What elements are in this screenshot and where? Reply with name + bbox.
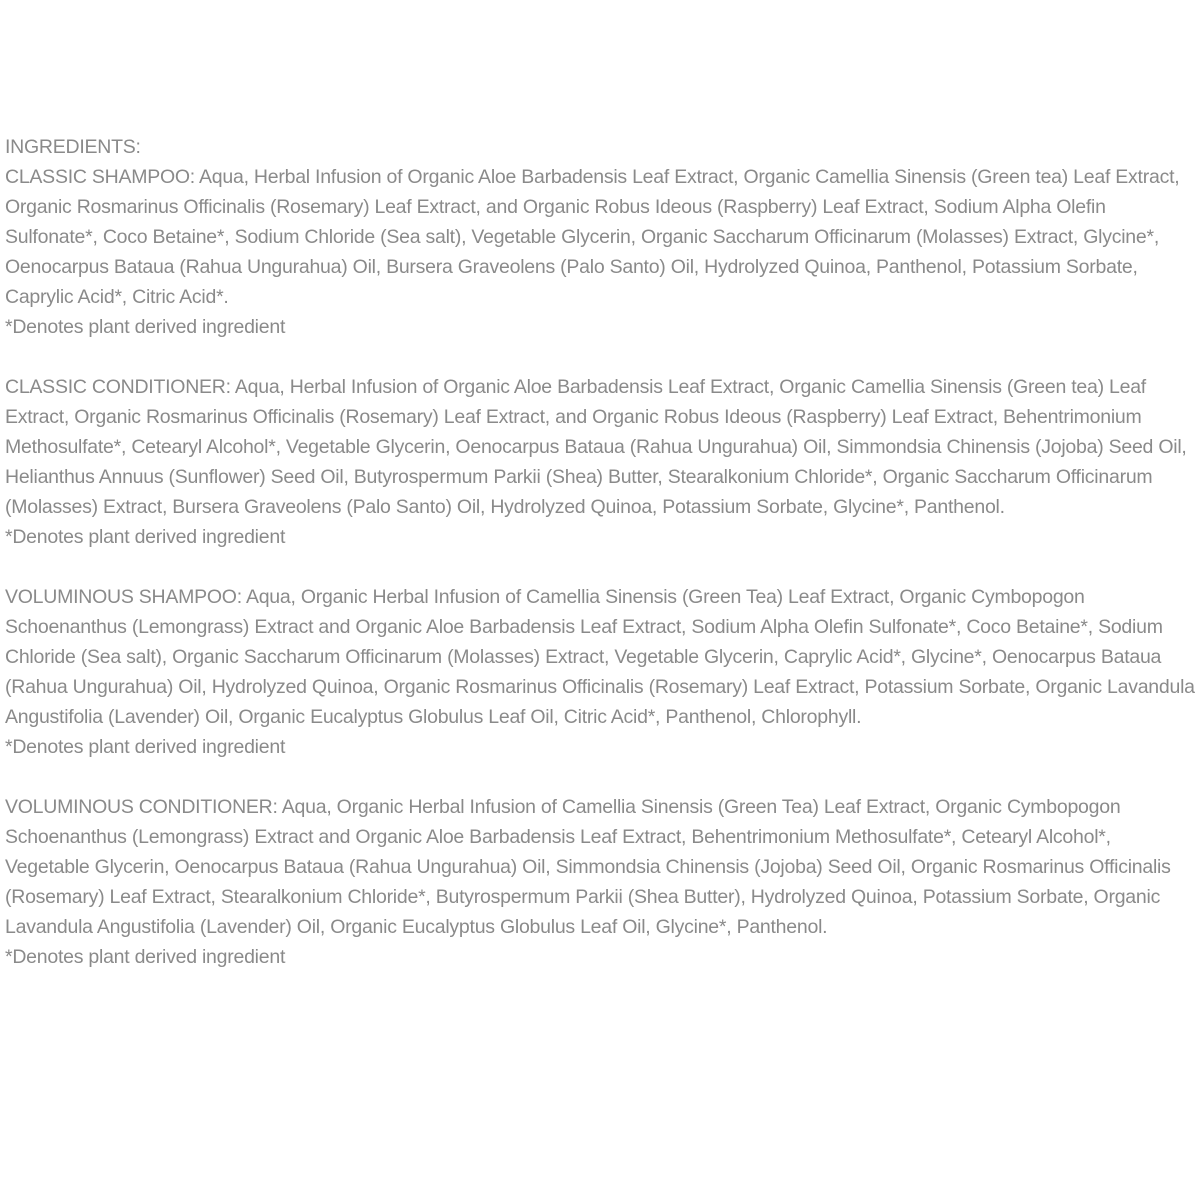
classic-shampoo-ingredients: CLASSIC SHAMPOO: Aqua, Herbal Infusion of Organic Aloe Barbadensis Leaf Extract, Organic Camellia Sinensis (Green tea) Leaf Extract, Organic Rosmarinus Officinalis (Rosemary) Leaf Extract, and Organic Robus Ideous (Raspberry) Leaf Extract, Sodium Alpha Olefin Sulfonate*, Coco Betaine*, Sodium Chloride (Sea salt), Vegetable Glycerin, Organic Saccharum Officinarum (Molasses) Extract, Glycine*, Oenocarpus Bataua (Rahua Ungurahua) Oil, Bursera Graveolens (Palo Santo) Oil, Hydrolyzed Quinoa, Panthenol, Potassium Sorbate, Caprylic Acid*, Citric Acid*.	[5, 166, 1180, 308]
classic-conditioner-note: *Denotes plant derived ingredient	[5, 526, 286, 548]
voluminous-conditioner-note: *Denotes plant derived ingredient	[5, 946, 286, 968]
voluminous-shampoo-note: *Denotes plant derived ingredient	[5, 736, 286, 758]
ingredients-heading: INGREDIENTS:	[5, 136, 141, 158]
voluminous-shampoo-ingredients: VOLUMINOUS SHAMPOO: Aqua, Organic Herbal Infusion of Camellia Sinensis (Green Tea) Leaf Extract, Organic Cymbopogon Schoenanthus (Lemongrass) Extract and Organic Aloe Barbadensis Leaf Extract, Sodium Alpha Olefin Sulfonate*, Coco Betaine*, Sodium Chloride (Sea salt), Organic Saccharum Officinarum (Molasses) Extract, Vegetable Glycerin, Caprylic Acid*, Glycine*, Oenocarpus Bataua (Rahua Ungurahua) Oil, Hydrolyzed Quinoa, Organic Rosmarinus Officinalis (Rosemary) Leaf Extract, Potassium Sorbate, Organic Lavandula Angustifolia (Lavender) Oil, Organic Eucalyptus Globulus Leaf Oil, Citric Acid*, Panthenol, Chlorophyll.	[5, 586, 1195, 728]
classic-shampoo-section	[5, 162, 1195, 342]
ingredients-document	[5, 132, 1195, 1002]
classic-conditioner-ingredients: CLASSIC CONDITIONER: Aqua, Herbal Infusion of Organic Aloe Barbadensis Leaf Extract, Organic Camellia Sinensis (Green tea) Leaf Extract, Organic Rosmarinus Officinalis (Rosemary) Leaf Extract, and Organic Robus Ideous (Raspberry) Leaf Extract, Behentrimonium Methosulfate*, Cetearyl Alcohol*, Vegetable Glycerin, Oenocarpus Bataua (Rahua Ungurahua) Oil, Simmondsia Chinensis (Jojoba) Seed Oil, Helianthus Annuus (Sunflower) Seed Oil, Butyrospermum Parkii (Shea) Butter, Stearalkonium Chloride*, Organic Saccharum Officinarum (Molasses) Extract, Bursera Graveolens (Palo Santo) Oil, Hydrolyzed Quinoa, Potassium Sorbate, Glycine*, Panthenol.	[5, 376, 1187, 518]
voluminous-shampoo-section	[5, 582, 1195, 762]
classic-conditioner-section	[5, 372, 1195, 552]
classic-shampoo-note: *Denotes plant derived ingredient	[5, 316, 286, 338]
voluminous-conditioner-ingredients: VOLUMINOUS CONDITIONER: Aqua, Organic Herbal Infusion of Camellia Sinensis (Green Tea) Leaf Extract, Organic Cymbopogon Schoenanthus (Lemongrass) Extract and Organic Aloe Barbadensis Leaf Extract, Behentrimonium Methosulfate*, Cetearyl Alcohol*, Vegetable Glycerin, Oenocarpus Bataua (Rahua Ungurahua) Oil, Simmondsia Chinensis (Jojoba) Seed Oil, Organic Rosmarinus Officinalis (Rosemary) Leaf Extract, Stearalkonium Chloride*, Butyrospermum Parkii (Shea Butter), Hydrolyzed Quinoa, Potassium Sorbate, Organic Lavandula Angustifolia (Lavender) Oil, Organic Eucalyptus Globulus Leaf Oil, Glycine*, Panthenol.	[5, 796, 1171, 938]
voluminous-conditioner-section	[5, 792, 1195, 972]
